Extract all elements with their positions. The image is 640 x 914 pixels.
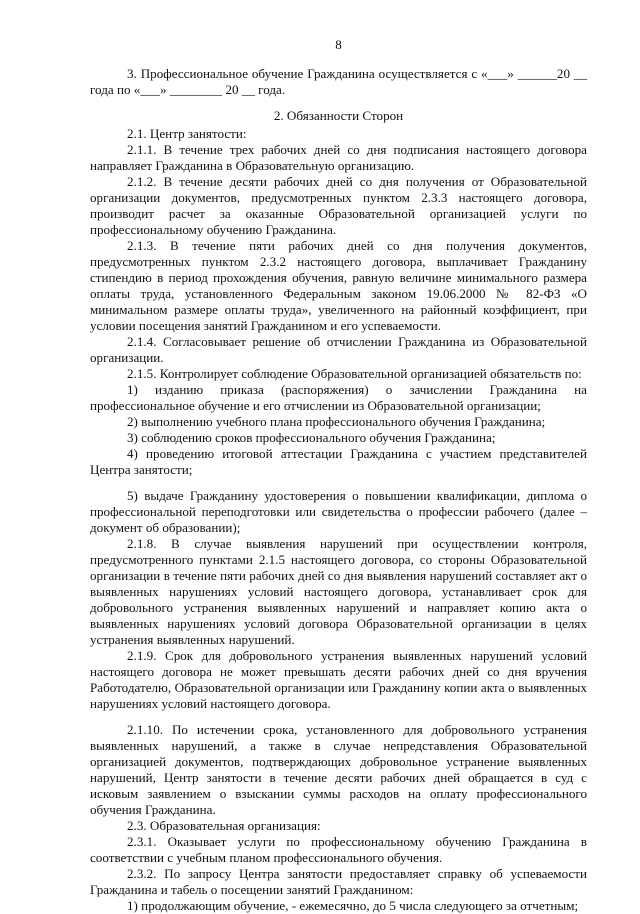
paragraph-p2-1-5-2: 2) выполнению учебного плана профессионального обучения Гражданина;	[127, 414, 546, 429]
paragraph-p2-3: 2.3. Образовательная организация:	[127, 818, 321, 833]
paragraph-p2-3-1: 2.3.1. Оказывает услуги по профессиональному обучению Гражданина в соответствии с учебным планом профессионального обучения.	[90, 834, 587, 865]
page-number: 8	[335, 37, 342, 52]
paragraph-p2-1-8: 2.1.8. В случае выявления нарушений при осуществлении контроля, предусмотренного пунктами 2.1.5 настоящего договора, со стороны Образовательной организации в течение пяти рабочих дней со дня выявления нарушений составляет акт о выявленных нарушениях условий настоящего договора, устанавливает срок для добровольного устранения выявленных нарушений и направляет копию акта о выявленных нарушениях условий договора Образовательной организации в целях устранения выявленных нарушений.	[90, 536, 587, 647]
document-body	[90, 66, 587, 914]
paragraph-p2-3-2-1: 1) продолжающим обучение, - ежемесячно, до 5 числа следующего за отчетным;	[127, 898, 579, 913]
paragraph-p2-1-1: 2.1.1. В течение трех рабочих дней со дня подписания настоящего договора направляет Гражданина в Образовательную организацию.	[90, 142, 587, 173]
paragraph-p2-1-3: 2.1.3. В течение пяти рабочих дней со дня получения документов, предусмотренных пунктом 2.3.2 настоящего договора, выплачивает Гражданину стипендию в период прохождения обучения, равную величине минимального размера оплаты труда, установленного Федеральным законом 19.06.2000 № 82-ФЗ «О минимальном размере оплаты труда», увеличенного на районный коэффициент, при условии посещения занятий Гражданином и его успеваемости.	[90, 238, 587, 333]
paragraph-p2-1-5-4: 4) проведению итоговой аттестации Гражданина с участием представителей Центра занятости;	[90, 446, 587, 477]
paragraph-p2-1-5-3: 3) соблюдению сроков профессионального обучения Гражданина;	[127, 430, 496, 445]
paragraph-p2-1-2: 2.1.2. В течение десяти рабочих дней со дня получения от Образовательной организации документов, предусмотренных пунктом 2.3.3 настоящего договора, производит расчет за оказанные Образовательной организацией услуги по профессиональному обучению Гражданина.	[90, 174, 587, 237]
paragraph-p2-3-2: 2.3.2. По запросу Центра занятости предоставляет справку об успеваемости Гражданина и табель о посещении занятий Гражданином:	[90, 866, 587, 897]
paragraph-p3: 3. Профессиональное обучение Гражданина осуществляется с «___» ______20 __ года по «___» ________ 20 __ года.	[90, 66, 587, 97]
paragraph-p2-1-4: 2.1.4. Согласовывает решение об отчислении Гражданина из Образовательной организации.	[90, 334, 587, 365]
paragraph-p2-1-10: 2.1.10. По истечении срока, установленного для добровольного устранения выявленных нарушений, а также в случае непредставления Образовательной организацией документов, подтверждающих добровольное устранение выявленных нарушений, Центр занятости в течение десяти рабочих дней обращается в суд с исковым заявлением о взыскании суммы расходов на оплату профессионального обучения Гражданина.	[90, 722, 587, 817]
paragraph-p2-1-5-1: 1) изданию приказа (распоряжения) о зачислении Гражданина на профессиональное обучение и его отчислении из Образовательной организации;	[90, 382, 587, 413]
paragraph-p2-1-5: 2.1.5. Контролирует соблюдение Образовательной организацией обязательств по:	[127, 366, 582, 381]
section-heading: 2. Обязанности Сторон	[273, 108, 404, 123]
paragraph-p2-1-5-5: 5) выдаче Гражданину удостоверения о повышении квалификации, диплома о профессиональной переподготовки или свидетельства о профессии рабочего (далее – документ об образовании);	[90, 488, 587, 535]
paragraph-p2-1: 2.1. Центр занятости:	[127, 126, 247, 141]
paragraph-p2-1-9: 2.1.9. Срок для добровольного устранения выявленных нарушений условий настоящего договора не может превышать десяти рабочих дней со дня вручения Работодателю, Образовательной организации или Гражданину копии акта о выявленных нарушениях условий настоящего договора.	[90, 648, 587, 711]
